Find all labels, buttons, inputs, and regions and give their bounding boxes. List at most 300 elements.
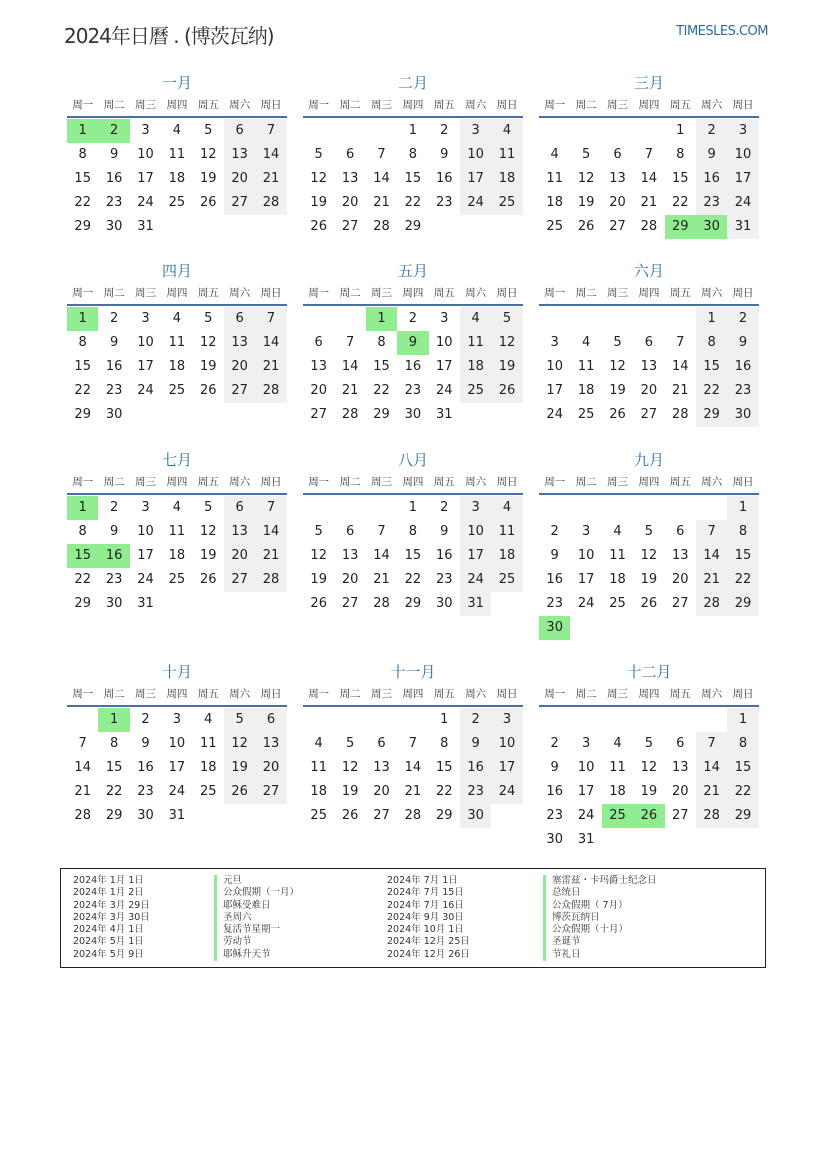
day-cell[interactable]: 21 (640, 195, 658, 210)
day-cell[interactable]: 25 (168, 383, 186, 398)
day-cell[interactable]: 25 (460, 379, 491, 403)
day-cell[interactable]: 4 (613, 736, 622, 751)
day-cell[interactable]: 18 (577, 383, 595, 398)
day-cell[interactable]: 1 (440, 712, 449, 727)
day-cell[interactable]: 6 (345, 524, 355, 539)
day-cell[interactable]: 18 (168, 548, 186, 563)
day-cell[interactable]: 27 (671, 808, 689, 823)
day-cell[interactable]: 3 (141, 311, 150, 326)
day-cell[interactable]: 13 (671, 760, 689, 775)
day-cell[interactable]: 9 (550, 760, 559, 775)
day-cell[interactable]: 30 (404, 407, 422, 422)
day-cell[interactable]: 15 (373, 359, 390, 374)
day-cell[interactable]: 4 (204, 712, 213, 727)
day-cell[interactable]: 28 (696, 592, 727, 616)
day-cell[interactable]: 25 (491, 191, 522, 215)
day-cell[interactable]: 19 (199, 171, 217, 186)
day-cell[interactable]: 2 (109, 500, 119, 515)
day-cell[interactable]: 3 (491, 708, 522, 732)
day-cell[interactable]: 12 (224, 732, 255, 756)
day-cell[interactable]: 24 (137, 383, 154, 398)
day-cell[interactable]: 7 (408, 736, 417, 751)
day-cell[interactable]: 12 (310, 548, 327, 563)
day-cell[interactable]: 5 (581, 147, 591, 162)
day-cell[interactable]: 2 (550, 736, 559, 751)
day-cell[interactable]: 24 (460, 568, 491, 592)
day-cell[interactable]: 25 (168, 195, 186, 210)
day-cell[interactable]: 4 (613, 524, 622, 539)
day-cell[interactable]: 23 (435, 572, 453, 587)
day-cell[interactable]: 29 (727, 804, 758, 828)
day-cell[interactable]: 1 (696, 307, 727, 331)
day-cell[interactable]: 13 (671, 548, 689, 563)
day-cell[interactable]: 14 (341, 359, 359, 374)
day-cell[interactable]: 31 (137, 219, 154, 234)
day-cell[interactable]: 1 (727, 496, 758, 520)
day-cell[interactable]: 30 (546, 832, 563, 847)
day-cell[interactable]: 20 (671, 784, 689, 799)
day-cell[interactable]: 28 (404, 808, 422, 823)
day-cell[interactable]: 26 (199, 383, 217, 398)
day-cell[interactable]: 25 (609, 596, 626, 611)
day-cell[interactable]: 26 (491, 379, 522, 403)
day-cell[interactable]: 9 (109, 524, 119, 539)
day-cell[interactable]: 11 (460, 331, 491, 355)
day-cell[interactable]: 28 (74, 808, 91, 823)
day-cell[interactable]: 16 (546, 572, 563, 587)
holiday-day-cell[interactable]: 2 (98, 119, 129, 143)
day-cell[interactable]: 5 (314, 147, 323, 162)
day-cell[interactable]: 29 (404, 596, 422, 611)
day-cell[interactable]: 2 (440, 500, 449, 515)
day-cell[interactable]: 29 (404, 219, 422, 234)
day-cell[interactable]: 10 (137, 524, 154, 539)
day-cell[interactable]: 11 (310, 760, 327, 775)
day-cell[interactable]: 2 (727, 307, 758, 331)
day-cell[interactable]: 5 (644, 736, 653, 751)
day-cell[interactable]: 2 (109, 311, 119, 326)
day-cell[interactable]: 2 (408, 311, 417, 326)
day-cell[interactable]: 24 (460, 191, 491, 215)
holiday-day-cell[interactable]: 26 (633, 804, 664, 828)
day-cell[interactable]: 20 (341, 195, 359, 210)
day-cell[interactable]: 6 (644, 335, 653, 350)
day-cell[interactable]: 24 (577, 808, 595, 823)
day-cell[interactable]: 16 (435, 548, 453, 563)
day-cell[interactable]: 30 (105, 407, 123, 422)
day-cell[interactable]: 6 (314, 335, 323, 350)
day-cell[interactable]: 13 (341, 171, 359, 186)
day-cell[interactable]: 15 (696, 355, 727, 379)
day-cell[interactable]: 27 (609, 219, 626, 234)
day-cell[interactable]: 13 (224, 331, 255, 355)
day-cell[interactable]: 15 (727, 756, 758, 780)
day-cell[interactable]: 20 (640, 383, 658, 398)
day-cell[interactable]: 14 (255, 331, 286, 355)
day-cell[interactable]: 21 (255, 544, 286, 568)
day-cell[interactable]: 28 (373, 219, 390, 234)
day-cell[interactable]: 8 (727, 732, 758, 756)
day-cell[interactable]: 21 (696, 568, 727, 592)
day-cell[interactable]: 17 (137, 548, 154, 563)
day-cell[interactable]: 22 (105, 784, 123, 799)
day-cell[interactable]: 31 (168, 808, 186, 823)
day-cell[interactable]: 16 (105, 359, 123, 374)
day-cell[interactable]: 20 (609, 195, 626, 210)
day-cell[interactable]: 12 (341, 760, 359, 775)
day-cell[interactable]: 21 (255, 355, 286, 379)
day-cell[interactable]: 25 (577, 407, 595, 422)
day-cell[interactable]: 8 (696, 331, 727, 355)
day-cell[interactable]: 12 (310, 171, 327, 186)
day-cell[interactable]: 26 (199, 195, 217, 210)
day-cell[interactable]: 19 (640, 572, 658, 587)
day-cell[interactable]: 2 (550, 524, 559, 539)
day-cell[interactable]: 6 (224, 496, 255, 520)
day-cell[interactable]: 28 (255, 191, 286, 215)
day-cell[interactable]: 22 (74, 195, 91, 210)
day-cell[interactable]: 31 (727, 215, 758, 239)
day-cell[interactable]: 25 (546, 219, 563, 234)
day-cell[interactable]: 17 (168, 760, 186, 775)
day-cell[interactable]: 6 (377, 736, 386, 751)
day-cell[interactable]: 6 (676, 736, 685, 751)
day-cell[interactable]: 7 (255, 307, 286, 331)
day-cell[interactable]: 9 (109, 147, 119, 162)
day-cell[interactable]: 23 (727, 379, 758, 403)
day-cell[interactable]: 29 (696, 403, 727, 427)
day-cell[interactable]: 24 (546, 407, 563, 422)
day-cell[interactable]: 22 (727, 780, 758, 804)
day-cell[interactable]: 22 (74, 572, 91, 587)
day-cell[interactable]: 19 (199, 548, 217, 563)
day-cell[interactable]: 30 (460, 804, 491, 828)
day-cell[interactable]: 5 (204, 311, 213, 326)
day-cell[interactable]: 16 (404, 359, 422, 374)
day-cell[interactable]: 27 (310, 407, 327, 422)
day-cell[interactable]: 28 (671, 407, 689, 422)
day-cell[interactable]: 21 (373, 572, 390, 587)
day-cell[interactable]: 18 (310, 784, 327, 799)
day-cell[interactable]: 11 (577, 359, 595, 374)
day-cell[interactable]: 23 (546, 596, 563, 611)
day-cell[interactable]: 17 (460, 167, 491, 191)
day-cell[interactable]: 26 (577, 219, 595, 234)
day-cell[interactable]: 31 (137, 596, 154, 611)
day-cell[interactable]: 13 (609, 171, 626, 186)
day-cell[interactable]: 14 (640, 171, 658, 186)
day-cell[interactable]: 7 (644, 147, 653, 162)
day-cell[interactable]: 30 (105, 219, 123, 234)
day-cell[interactable]: 3 (581, 736, 591, 751)
day-cell[interactable]: 8 (727, 520, 758, 544)
day-cell[interactable]: 15 (74, 171, 91, 186)
day-cell[interactable]: 18 (460, 355, 491, 379)
day-cell[interactable]: 19 (640, 784, 658, 799)
day-cell[interactable]: 22 (404, 572, 422, 587)
day-cell[interactable]: 1 (408, 500, 417, 515)
day-cell[interactable]: 29 (727, 592, 758, 616)
day-cell[interactable]: 11 (199, 736, 217, 751)
day-cell[interactable]: 5 (224, 708, 255, 732)
day-cell[interactable]: 26 (224, 780, 255, 804)
brand-link[interactable]: TIMESLES.COM (676, 24, 768, 39)
holiday-day-cell[interactable]: 30 (539, 616, 570, 640)
day-cell[interactable]: 4 (172, 311, 181, 326)
day-cell[interactable]: 28 (640, 219, 658, 234)
day-cell[interactable]: 28 (696, 804, 727, 828)
day-cell[interactable]: 16 (727, 355, 758, 379)
holiday-day-cell[interactable]: 1 (366, 307, 397, 331)
day-cell[interactable]: 17 (491, 756, 522, 780)
day-cell[interactable]: 11 (609, 548, 626, 563)
day-cell[interactable]: 16 (435, 171, 453, 186)
day-cell[interactable]: 14 (404, 760, 422, 775)
day-cell[interactable]: 7 (255, 119, 286, 143)
day-cell[interactable]: 29 (74, 596, 91, 611)
day-cell[interactable]: 14 (255, 520, 286, 544)
day-cell[interactable]: 12 (491, 331, 522, 355)
day-cell[interactable]: 7 (345, 335, 355, 350)
day-cell[interactable]: 5 (613, 335, 622, 350)
day-cell[interactable]: 11 (546, 171, 563, 186)
day-cell[interactable]: 7 (255, 496, 286, 520)
day-cell[interactable]: 3 (581, 524, 591, 539)
day-cell[interactable]: 1 (408, 123, 417, 138)
day-cell[interactable]: 5 (491, 307, 522, 331)
day-cell[interactable]: 4 (491, 119, 522, 143)
day-cell[interactable]: 29 (105, 808, 123, 823)
day-cell[interactable]: 4 (172, 500, 181, 515)
day-cell[interactable]: 30 (105, 596, 123, 611)
day-cell[interactable]: 2 (460, 708, 491, 732)
day-cell[interactable]: 3 (550, 335, 559, 350)
day-cell[interactable]: 17 (460, 544, 491, 568)
day-cell[interactable]: 8 (78, 335, 87, 350)
day-cell[interactable]: 9 (109, 335, 119, 350)
day-cell[interactable]: 7 (78, 736, 87, 751)
day-cell[interactable]: 12 (640, 760, 658, 775)
day-cell[interactable]: 12 (199, 524, 217, 539)
day-cell[interactable]: 26 (310, 219, 327, 234)
day-cell[interactable]: 4 (581, 335, 591, 350)
day-cell[interactable]: 11 (168, 147, 186, 162)
day-cell[interactable]: 22 (696, 379, 727, 403)
day-cell[interactable]: 12 (199, 335, 217, 350)
day-cell[interactable]: 25 (310, 808, 327, 823)
day-cell[interactable]: 18 (168, 171, 186, 186)
day-cell[interactable]: 13 (255, 732, 286, 756)
day-cell[interactable]: 11 (609, 760, 626, 775)
day-cell[interactable]: 9 (460, 732, 491, 756)
day-cell[interactable]: 30 (727, 403, 758, 427)
day-cell[interactable]: 23 (696, 191, 727, 215)
holiday-day-cell[interactable]: 1 (67, 496, 98, 520)
holiday-day-cell[interactable]: 29 (665, 215, 696, 239)
day-cell[interactable]: 31 (577, 832, 595, 847)
day-cell[interactable]: 27 (640, 407, 658, 422)
day-cell[interactable]: 18 (491, 167, 522, 191)
day-cell[interactable]: 3 (440, 311, 449, 326)
day-cell[interactable]: 7 (696, 520, 727, 544)
day-cell[interactable]: 14 (373, 171, 390, 186)
day-cell[interactable]: 11 (491, 143, 522, 167)
day-cell[interactable]: 28 (255, 379, 286, 403)
day-cell[interactable]: 9 (141, 736, 150, 751)
day-cell[interactable]: 10 (546, 359, 563, 374)
day-cell[interactable]: 18 (199, 760, 217, 775)
day-cell[interactable]: 10 (727, 143, 758, 167)
day-cell[interactable]: 18 (609, 572, 626, 587)
day-cell[interactable]: 6 (255, 708, 286, 732)
day-cell[interactable]: 3 (172, 712, 181, 727)
day-cell[interactable]: 9 (550, 548, 559, 563)
day-cell[interactable]: 7 (696, 732, 727, 756)
day-cell[interactable]: 1 (727, 708, 758, 732)
day-cell[interactable]: 14 (255, 143, 286, 167)
day-cell[interactable]: 19 (577, 195, 595, 210)
day-cell[interactable]: 17 (137, 171, 154, 186)
day-cell[interactable]: 16 (137, 760, 154, 775)
day-cell[interactable]: 31 (460, 592, 491, 616)
day-cell[interactable]: 20 (671, 572, 689, 587)
day-cell[interactable]: 23 (460, 780, 491, 804)
day-cell[interactable]: 27 (224, 568, 255, 592)
day-cell[interactable]: 6 (345, 147, 355, 162)
day-cell[interactable]: 13 (224, 143, 255, 167)
day-cell[interactable]: 15 (105, 760, 123, 775)
day-cell[interactable]: 24 (491, 780, 522, 804)
holiday-day-cell[interactable]: 9 (397, 331, 428, 355)
day-cell[interactable]: 19 (609, 383, 626, 398)
day-cell[interactable]: 7 (676, 335, 685, 350)
day-cell[interactable]: 14 (696, 756, 727, 780)
day-cell[interactable]: 23 (105, 572, 123, 587)
day-cell[interactable]: 5 (345, 736, 355, 751)
day-cell[interactable]: 8 (408, 524, 417, 539)
day-cell[interactable]: 8 (78, 147, 87, 162)
day-cell[interactable]: 26 (199, 572, 217, 587)
day-cell[interactable]: 8 (377, 335, 386, 350)
day-cell[interactable]: 21 (341, 383, 359, 398)
day-cell[interactable]: 9 (696, 143, 727, 167)
day-cell[interactable]: 30 (435, 596, 453, 611)
day-cell[interactable]: 20 (341, 572, 359, 587)
day-cell[interactable]: 19 (310, 572, 327, 587)
day-cell[interactable]: 12 (640, 548, 658, 563)
day-cell[interactable]: 11 (491, 520, 522, 544)
day-cell[interactable]: 2 (440, 123, 449, 138)
day-cell[interactable]: 15 (435, 760, 453, 775)
day-cell[interactable]: 5 (644, 524, 653, 539)
day-cell[interactable]: 11 (168, 335, 186, 350)
day-cell[interactable]: 16 (460, 756, 491, 780)
day-cell[interactable]: 20 (224, 544, 255, 568)
day-cell[interactable]: 12 (199, 147, 217, 162)
day-cell[interactable]: 10 (137, 147, 154, 162)
day-cell[interactable]: 23 (435, 195, 453, 210)
day-cell[interactable]: 15 (727, 544, 758, 568)
day-cell[interactable]: 8 (676, 147, 685, 162)
day-cell[interactable]: 26 (310, 596, 327, 611)
day-cell[interactable]: 13 (640, 359, 658, 374)
day-cell[interactable]: 15 (404, 548, 422, 563)
day-cell[interactable]: 14 (671, 359, 689, 374)
day-cell[interactable]: 9 (440, 147, 449, 162)
day-cell[interactable]: 27 (671, 596, 689, 611)
day-cell[interactable]: 10 (577, 760, 595, 775)
day-cell[interactable]: 17 (727, 167, 758, 191)
day-cell[interactable]: 15 (404, 171, 422, 186)
day-cell[interactable]: 29 (74, 407, 91, 422)
day-cell[interactable]: 24 (727, 191, 758, 215)
day-cell[interactable]: 22 (74, 383, 91, 398)
day-cell[interactable]: 24 (577, 596, 595, 611)
day-cell[interactable]: 14 (373, 548, 390, 563)
day-cell[interactable]: 3 (460, 119, 491, 143)
day-cell[interactable]: 6 (224, 307, 255, 331)
day-cell[interactable]: 24 (137, 195, 154, 210)
day-cell[interactable]: 22 (404, 195, 422, 210)
day-cell[interactable]: 21 (74, 784, 91, 799)
day-cell[interactable]: 21 (671, 383, 689, 398)
day-cell[interactable]: 18 (491, 544, 522, 568)
day-cell[interactable]: 10 (435, 335, 453, 350)
holiday-day-cell[interactable]: 16 (98, 544, 129, 568)
day-cell[interactable]: 27 (341, 219, 359, 234)
day-cell[interactable]: 4 (550, 147, 559, 162)
day-cell[interactable]: 15 (74, 359, 91, 374)
day-cell[interactable]: 29 (373, 407, 390, 422)
day-cell[interactable]: 10 (137, 335, 154, 350)
day-cell[interactable]: 22 (435, 784, 453, 799)
day-cell[interactable]: 24 (137, 572, 154, 587)
day-cell[interactable]: 28 (341, 407, 359, 422)
day-cell[interactable]: 1 (676, 123, 685, 138)
holiday-day-cell[interactable]: 1 (67, 307, 98, 331)
day-cell[interactable]: 21 (255, 167, 286, 191)
day-cell[interactable]: 8 (109, 736, 119, 751)
day-cell[interactable]: 21 (404, 784, 422, 799)
day-cell[interactable]: 26 (609, 407, 626, 422)
day-cell[interactable]: 9 (727, 331, 758, 355)
day-cell[interactable]: 5 (204, 123, 213, 138)
day-cell[interactable]: 31 (435, 407, 453, 422)
day-cell[interactable]: 26 (341, 808, 359, 823)
day-cell[interactable]: 25 (168, 572, 186, 587)
day-cell[interactable]: 25 (491, 568, 522, 592)
day-cell[interactable]: 6 (676, 524, 685, 539)
day-cell[interactable]: 10 (460, 520, 491, 544)
day-cell[interactable]: 28 (255, 568, 286, 592)
day-cell[interactable]: 27 (224, 191, 255, 215)
holiday-day-cell[interactable]: 25 (602, 804, 633, 828)
day-cell[interactable]: 15 (671, 171, 689, 186)
holiday-day-cell[interactable]: 30 (696, 215, 727, 239)
day-cell[interactable]: 23 (546, 808, 563, 823)
day-cell[interactable]: 2 (141, 712, 150, 727)
day-cell[interactable]: 7 (377, 524, 386, 539)
day-cell[interactable]: 27 (224, 379, 255, 403)
day-cell[interactable]: 18 (546, 195, 563, 210)
day-cell[interactable]: 18 (609, 784, 626, 799)
day-cell[interactable]: 19 (199, 359, 217, 374)
day-cell[interactable]: 20 (224, 167, 255, 191)
day-cell[interactable]: 8 (408, 147, 417, 162)
day-cell[interactable]: 6 (224, 119, 255, 143)
holiday-day-cell[interactable]: 1 (67, 119, 98, 143)
holiday-day-cell[interactable]: 15 (67, 544, 98, 568)
